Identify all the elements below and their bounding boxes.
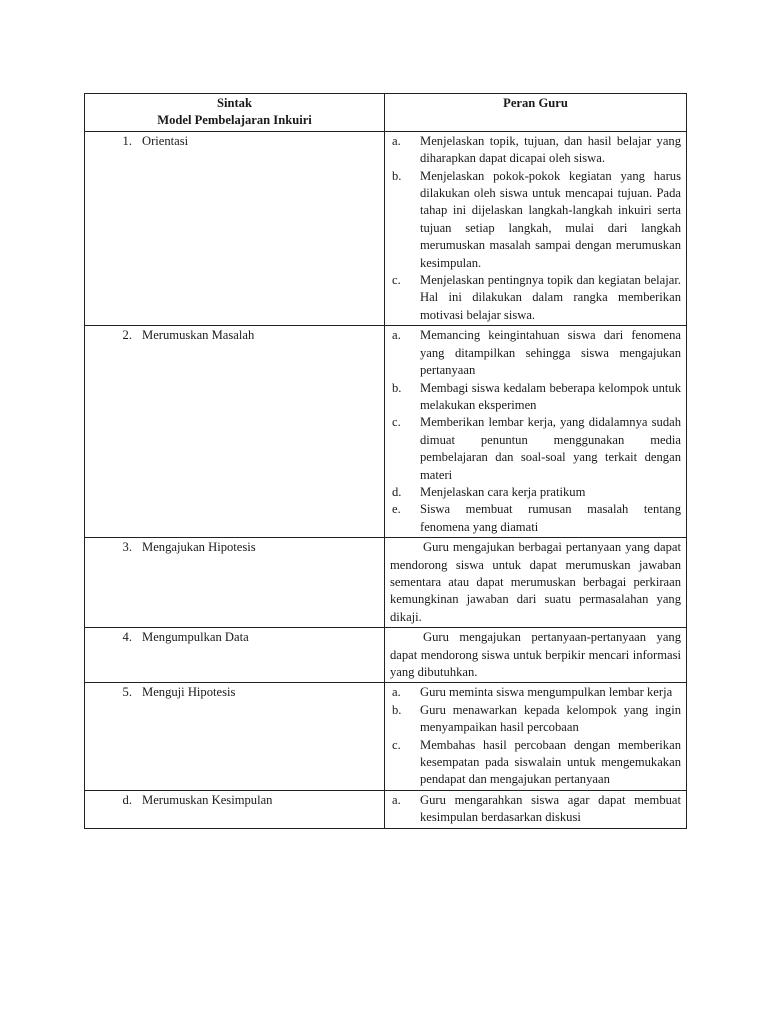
sintak-cell: [85, 326, 385, 538]
peran-guru-cell: [385, 790, 687, 828]
list-text: Membagi siswa kedalam beberapa kelompok untuk melakukan eksperimen: [420, 380, 681, 412]
table-row: [85, 131, 687, 325]
list-marker: c.: [392, 273, 401, 288]
table-row: [85, 790, 687, 828]
step-number: 4.: [122, 630, 132, 645]
list-item: [390, 702, 681, 737]
list-item: [390, 737, 681, 789]
list-marker: b.: [392, 380, 402, 395]
sintak-cell: [85, 790, 385, 828]
sintak-cell: [85, 683, 385, 790]
sintak-cell: [85, 131, 385, 325]
step-number: 2.: [122, 328, 132, 343]
list-marker: c.: [392, 737, 401, 752]
step-number: 3.: [122, 540, 132, 555]
list-marker: d.: [392, 484, 402, 499]
list-text: Menjelaskan cara kerja pratikum: [420, 484, 586, 499]
peran-guru-cell: [385, 326, 687, 538]
step-name: Mengajukan Hipotesis: [142, 540, 256, 555]
list-marker: b.: [392, 168, 402, 183]
step-name: Orientasi: [142, 133, 189, 148]
list-marker: a.: [392, 792, 401, 807]
step-name: Merumuskan Masalah: [142, 328, 255, 343]
list-text: Membahas hasil percobaan dengan memberikan kesempatan pada siswalain untuk mengemukakan pendapat dan mengajukan pertanyaan: [420, 737, 681, 787]
sintak-cell: [85, 628, 385, 683]
list-marker: c.: [392, 415, 401, 430]
list-marker: a.: [392, 685, 401, 700]
header-sintak-line1: Sintak: [216, 96, 252, 110]
step-name: Merumuskan Kesimpulan: [142, 792, 273, 807]
list-text: Guru menawarkan kepada kelompok yang ingin menyampaikan hasil percobaan: [420, 702, 681, 735]
list-text: Siswa membuat rumusan masalah tentang fenomena yang diamati: [420, 502, 681, 534]
step-number: 5.: [122, 685, 132, 700]
table-row: [85, 683, 687, 790]
sintak-step: [90, 539, 379, 556]
step-number: 1.: [122, 133, 132, 148]
list-text: Menjelaskan pentingnya topik dan kegiatan belajar. Hal ini dilakukan dalam rangka memberikan motivasi belajar siswa.: [420, 273, 681, 322]
list-item: [390, 414, 681, 484]
list-marker: e.: [392, 502, 401, 517]
list-marker: a.: [392, 133, 401, 148]
list-marker: b.: [392, 702, 402, 717]
step-number: d.: [122, 792, 132, 807]
list-item: [390, 168, 681, 272]
sintak-step: [90, 792, 379, 809]
peran-guru-cell: [385, 628, 687, 683]
list-text: Guru meminta siswa mengumpulkan lembar kerja: [420, 685, 673, 700]
list-text: Memberikan lembar kerja, yang didalamnya sudah dimuat penuntun menggunakan media pembelajaran dan soal-soal yang terkait dengan materi: [420, 415, 681, 482]
role-paragraph: Guru mengajukan pertanyaan-pertanyaan yang dapat mendorong siswa untuk berpikir mencari informasi yang dibutuhkan.: [390, 630, 681, 679]
peran-guru-cell: [385, 131, 687, 325]
sintak-step: [90, 684, 379, 701]
table-row: [85, 628, 687, 683]
header-row: [85, 94, 687, 132]
step-name: Menguji Hipotesis: [142, 685, 236, 700]
list-item: [390, 792, 681, 827]
header-sintak: [85, 94, 385, 132]
list-item: [390, 501, 681, 536]
list-item: [390, 327, 681, 379]
sintak-step: [90, 629, 379, 646]
list-text: Menjelaskan pokok-pokok kegiatan yang harus dilakukan oleh siswa untuk mencapai tujuan. Pada tahap ini dijelaskan langkah-langkah inkuiri serta tujuan setiap langkah, mulai dari langkah merumuskan masalah sampai dengan merumuskan kesimpulan.: [420, 168, 681, 270]
table-row: [85, 538, 687, 628]
role-paragraph: Guru mengajukan berbagai pertanyaan yang dapat mendorong siswa untuk dapat merumuskan jawaban sementara atau dapat merumuskan berbagai perkiraan kemungkinan jawaban dari suatu permasalahan yang dikaji.: [390, 540, 681, 624]
list-text: Menjelaskan topik, tujuan, dan hasil belajar yang diharapkan dapat dicapai oleh siswa.: [420, 133, 681, 166]
list-item: [390, 684, 681, 701]
sintak-table: [84, 93, 687, 829]
list-item: [390, 133, 681, 168]
list-marker: a.: [392, 328, 401, 343]
sintak-cell: [85, 538, 385, 628]
list-item: [390, 380, 681, 415]
step-name: Mengumpulkan Data: [142, 630, 249, 645]
peran-guru-cell: [385, 538, 687, 628]
list-item: [390, 272, 681, 324]
sintak-step: [90, 327, 379, 344]
header-peran-guru: Peran Guru: [385, 94, 687, 132]
sintak-step: [90, 133, 379, 150]
list-text: Memancing keingintahuan siswa dari fenomena yang ditampilkan sehingga siswa mengajukan pertanyaan: [420, 328, 681, 378]
peran-guru-cell: [385, 683, 687, 790]
header-sintak-line2: Model Pembelajaran Inkuiri: [157, 113, 312, 128]
table-row: [85, 326, 687, 538]
list-item: [390, 484, 681, 501]
list-text: Guru mengarahkan siswa agar dapat membuat kesimpulan berdasarkan diskusi: [420, 792, 681, 825]
